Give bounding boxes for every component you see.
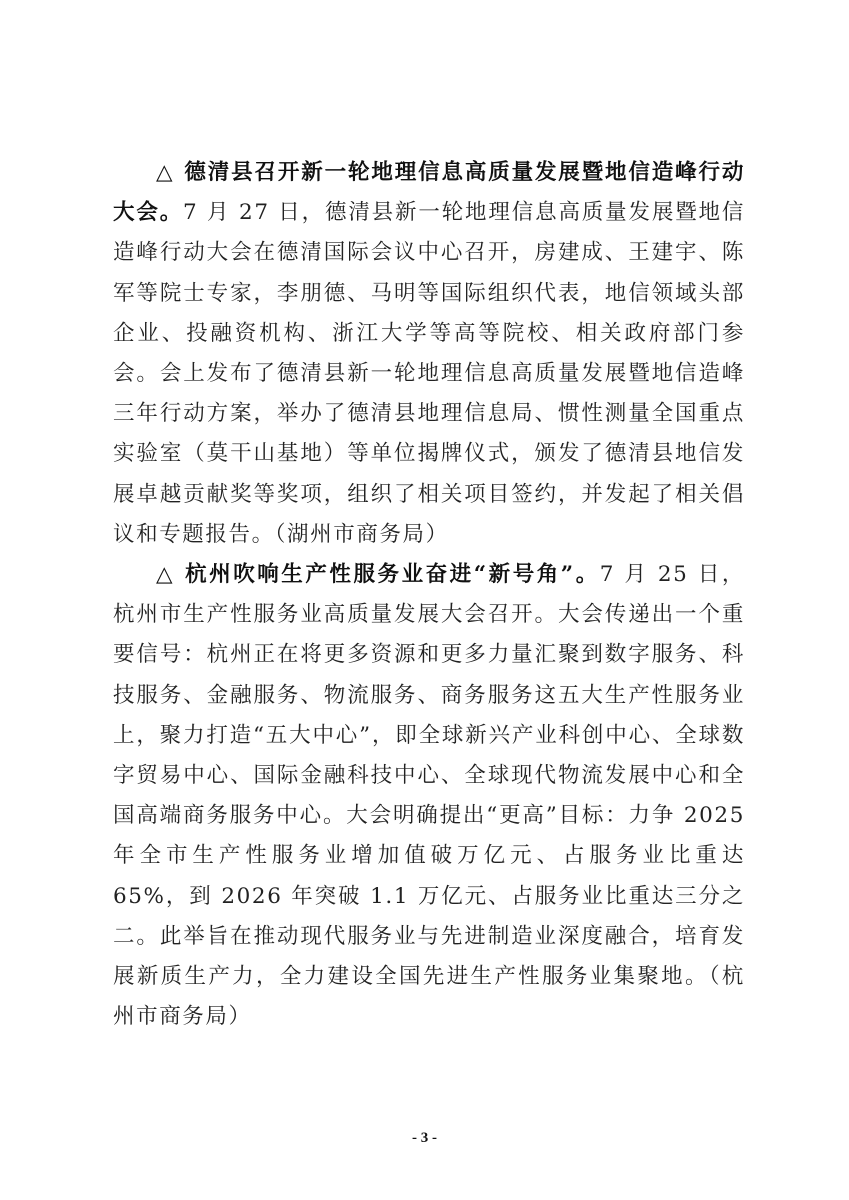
triangle-bullet-icon: △ — [156, 160, 175, 185]
news-item-hangzhou — [113, 555, 745, 1037]
headline-1-text: 德清县召开新一轮地理信息高质量发展暨地信造峰行动大会。 — [113, 160, 745, 226]
news-item-dedeqing — [113, 153, 745, 555]
body-1-text: 7 月 27 日，德清县新一轮地理信息高质量发展暨地信造峰行动大会在德清国际会议中心召开，房建成、王建宇、陈军等院士专家，李朋德、马明等国际组织代表，地信领域头部企业、投融资机构、浙江大学等高等院校、相关政府部门参会。会上发布了德清县新一轮地理信息高质量发展暨地信造峰三年行动方案，举办了德清县地理信息局、惯性测量全国重点实验室（莫干山基地）等单位揭牌仪式，颁发了德清县地信发展卓越贡献奖等奖项，组织了相关项目签约，并发起了相关倡议和专题报告。（湖州市商务局） — [113, 200, 745, 547]
document-body — [113, 153, 745, 1037]
headline-2 — [156, 562, 600, 587]
triangle-bullet-icon: △ — [156, 562, 176, 588]
body-2-text: 7 月 25 日，杭州市生产性服务业高质量发展大会召开。大会传递出一个重要信号：杭州正在将更多资源和更多力量汇聚到数字服务、科技服务、金融服务、物流服务、商务服务这五大生产性服务业上，聚力打造“五大中心”，即全球新兴产业科创中心、全球数字贸易中心、国际金融科技中心、全球现代物流发展中心和全国高端商务服务中心。大会明确提出“更高”目标：力争 2025 年全市生产性服务业增加值破万亿元、占服务业比重达 65%，到 2026 年突破 1.1 万亿元、占服务业比重达三分之二。此举旨在推动现代服务业与先进制造业深度融合，培育发展新质生产力，全力建设全国先进生产性服务业集聚地。（杭州市商务局） — [113, 562, 745, 1030]
page-number: - 3 - — [412, 1130, 437, 1146]
headline-2-text: 杭州吹响生产性服务业奋进“新号角”。 — [185, 562, 600, 588]
